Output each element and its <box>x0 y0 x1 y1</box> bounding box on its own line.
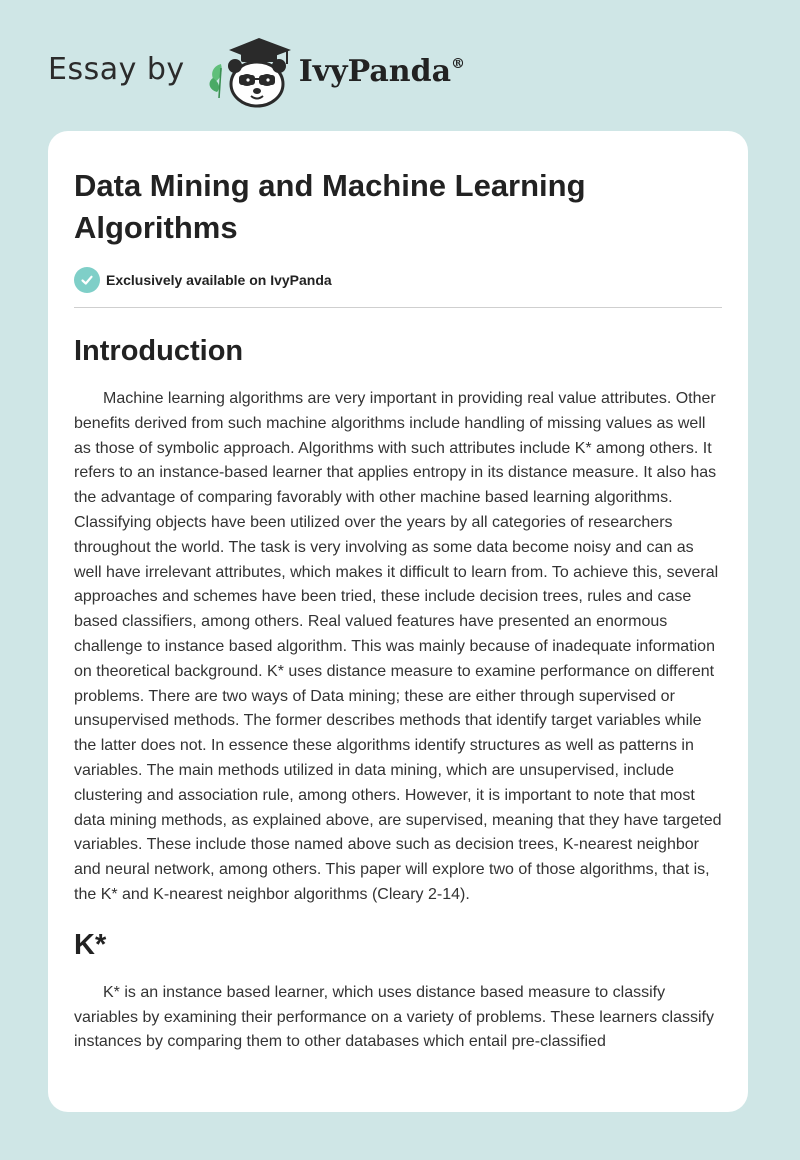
section-heading-introduction: Introduction <box>74 335 244 367</box>
section-heading-k-star: K* <box>74 928 107 961</box>
essay-card <box>48 131 748 1112</box>
section-body-introduction: Machine learning algorithms are very important in providing real value attributes. Other benefits derived from such machine algorithms include handling of missing values as well as those of symbolic approach. Algorithms with such attributes include K* among others. It refers to an instance-based learner that applies entropy in its distance measure. It also has the advantage of comparing favorably with other machine based learning algorithms. Classifying objects have been utilized over the years by all categories of researchers throughout the world. The task is very involving as some data become noisy and can as well have irrelevant attributes, which makes it difficult to learn from. To achieve this, several approaches and schemes have been tried, these include decision trees, rules and case based classifiers, among others. Real valued features have presented an enormous challenge to instance based algorithm. This was mainly because of inadequate information on theoretical background. K* uses distance measure to examine performance on different problems. There are two ways of Data mining; these are either through supervised or unsupervised methods. The former describes methods that identify target variables while the latter does not. In essence these algorithms identify structures as well as patterns in variables. The main methods utilized in data mining, which are unsupervised, include clustering and association rule, among others. However, it is important to note that most data mining methods, as explained above, are supervised, meaning that they have targeted variables. These include those named above such as decision trees, K-nearest neighbor and neural network, among others. This paper will explore two of those algorithms, that is, the K* and K-nearest neighbor algorithms (Cleary 2-14). <box>74 390 722 903</box>
panda-logo-icon[interactable] <box>199 34 295 110</box>
essay-by-label: Essay by <box>48 51 185 87</box>
section-body-k-star: K* is an instance based learner, which uses distance based measure to classify variables by examining their performance on a variety of problems. These learners classify instances by comparing them to other databases which entail pre-classified <box>74 983 714 1051</box>
site-header <box>48 34 465 110</box>
divider <box>74 307 722 308</box>
brand-label: IvyPanda <box>298 53 452 89</box>
brand-name[interactable] <box>299 54 465 89</box>
check-icon <box>74 267 100 293</box>
page-title: Data Mining and Machine Learning Algorithms <box>74 168 586 245</box>
exclusive-text: Exclusively available on IvyPanda <box>106 272 332 288</box>
exclusive-badge <box>74 267 722 293</box>
registered-mark: ® <box>451 55 466 72</box>
leaf-icon <box>209 64 221 98</box>
